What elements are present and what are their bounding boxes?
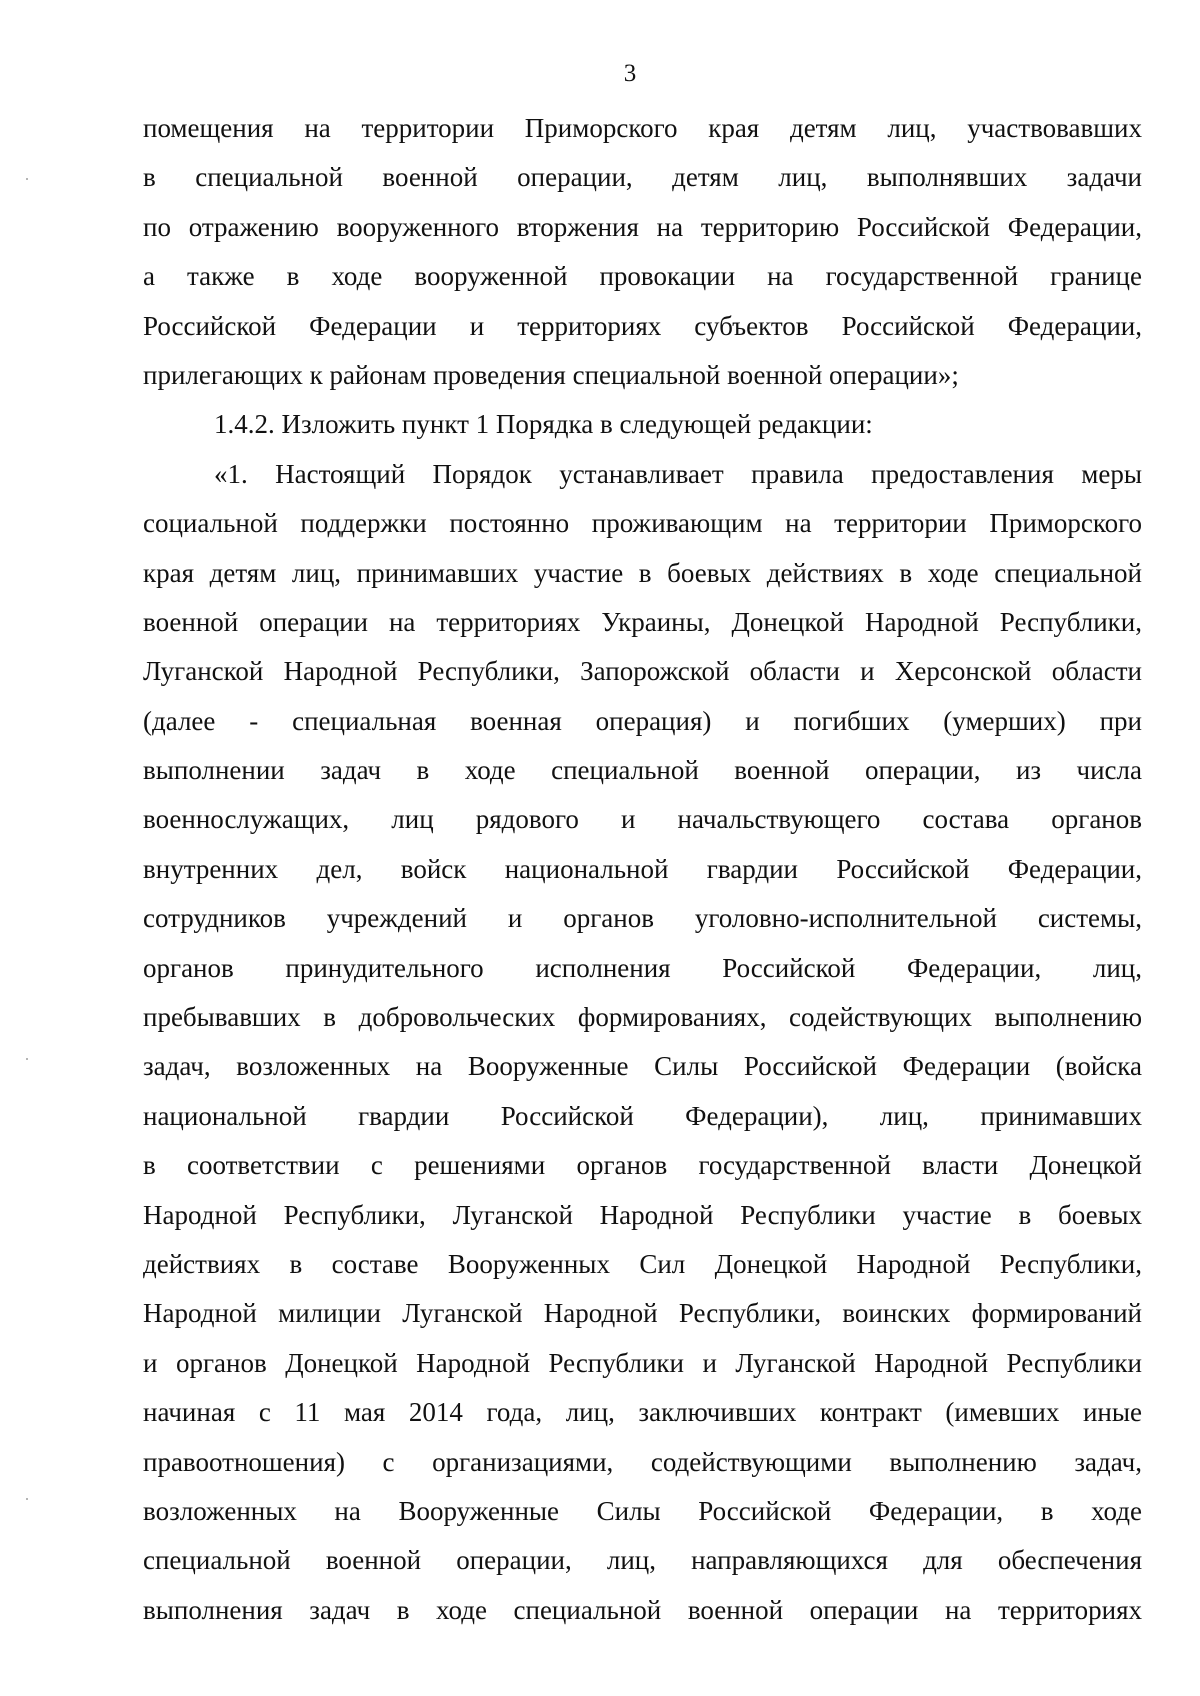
- text-line: Народной милиции Луганской Народной Республики, воинских формирований: [143, 1298, 1142, 1329]
- text-line: а также в ходе вооруженной провокации на государственной границе: [143, 261, 1142, 292]
- scan-margin-mark: [26, 178, 28, 180]
- text-line: (далее - специальная военная операция) и погибших (умерших) при: [143, 705, 1142, 736]
- text-line: по отражению вооруженного вторжения на территорию Российской Федерации,: [143, 211, 1142, 242]
- text-line: Российской Федерации и территориях субъектов Российской Федерации,: [143, 310, 1142, 341]
- text-line: правоотношения) с организациями, содействующими выполнению задач,: [143, 1446, 1142, 1477]
- text-line: Луганской Народной Республики, Запорожской области и Херсонской области: [143, 656, 1142, 687]
- text-line: социальной поддержки постоянно проживающим на территории Приморского: [143, 508, 1142, 539]
- text-line: в специальной военной операции, детям лиц, выполнявших задачи: [143, 162, 1142, 193]
- text-line: выполнении задач в ходе специальной военной операции, из числа: [143, 755, 1142, 786]
- text-line: военнослужащих, лиц рядового и начальствующего состава органов: [143, 804, 1142, 835]
- text-line: военной операции на территориях Украины, Донецкой Народной Республики,: [143, 606, 1142, 637]
- text-line: специальной военной операции, лиц, направляющихся для обеспечения: [143, 1545, 1142, 1576]
- text-line: пребывавших в добровольческих формированиях, содействующих выполнению: [143, 1002, 1142, 1033]
- text-line: 1.4.2. Изложить пункт 1 Порядка в следующей редакции:: [214, 409, 873, 440]
- text-line: возложенных на Вооруженные Силы Российской Федерации, в ходе: [143, 1495, 1142, 1526]
- text-line: Народной Республики, Луганской Народной Республики участие в боевых: [143, 1199, 1142, 1230]
- scan-margin-mark: [26, 1498, 28, 1500]
- text-line: и органов Донецкой Народной Республики и Луганской Народной Республики: [143, 1347, 1142, 1378]
- page-number: 3: [623, 60, 637, 87]
- scan-margin-mark: [26, 1058, 28, 1060]
- text-line: выполнения задач в ходе специальной военной операции на территориях: [143, 1594, 1142, 1625]
- text-line: органов принудительного исполнения Российской Федерации, лиц,: [143, 952, 1142, 983]
- text-line: начиная с 11 мая 2014 года, лиц, заключивших контракт (имевших иные: [143, 1397, 1142, 1428]
- text-line: внутренних дел, войск национальной гвардии Российской Федерации,: [143, 853, 1142, 884]
- text-line: сотрудников учреждений и органов уголовно-исполнительной системы,: [143, 903, 1142, 934]
- text-line: национальной гвардии Российской Федерации), лиц, принимавших: [143, 1100, 1142, 1131]
- text-line: «1. Настоящий Порядок устанавливает правила предоставления меры: [214, 458, 1142, 489]
- text-line: края детям лиц, принимавших участие в боевых действиях в ходе специальной: [143, 557, 1142, 588]
- text-line: задач, возложенных на Вооруженные Силы Российской Федерации (войска: [143, 1051, 1142, 1082]
- text-line: действиях в составе Вооруженных Сил Донецкой Народной Республики,: [143, 1248, 1142, 1279]
- document-body: [143, 104, 1142, 1635]
- text-line: в соответствии с решениями органов государственной власти Донецкой: [143, 1150, 1142, 1181]
- text-line: прилегающих к районам проведения специальной военной операции»;: [143, 359, 959, 390]
- text-line: помещения на территории Приморского края детям лиц, участвовавших: [143, 113, 1142, 143]
